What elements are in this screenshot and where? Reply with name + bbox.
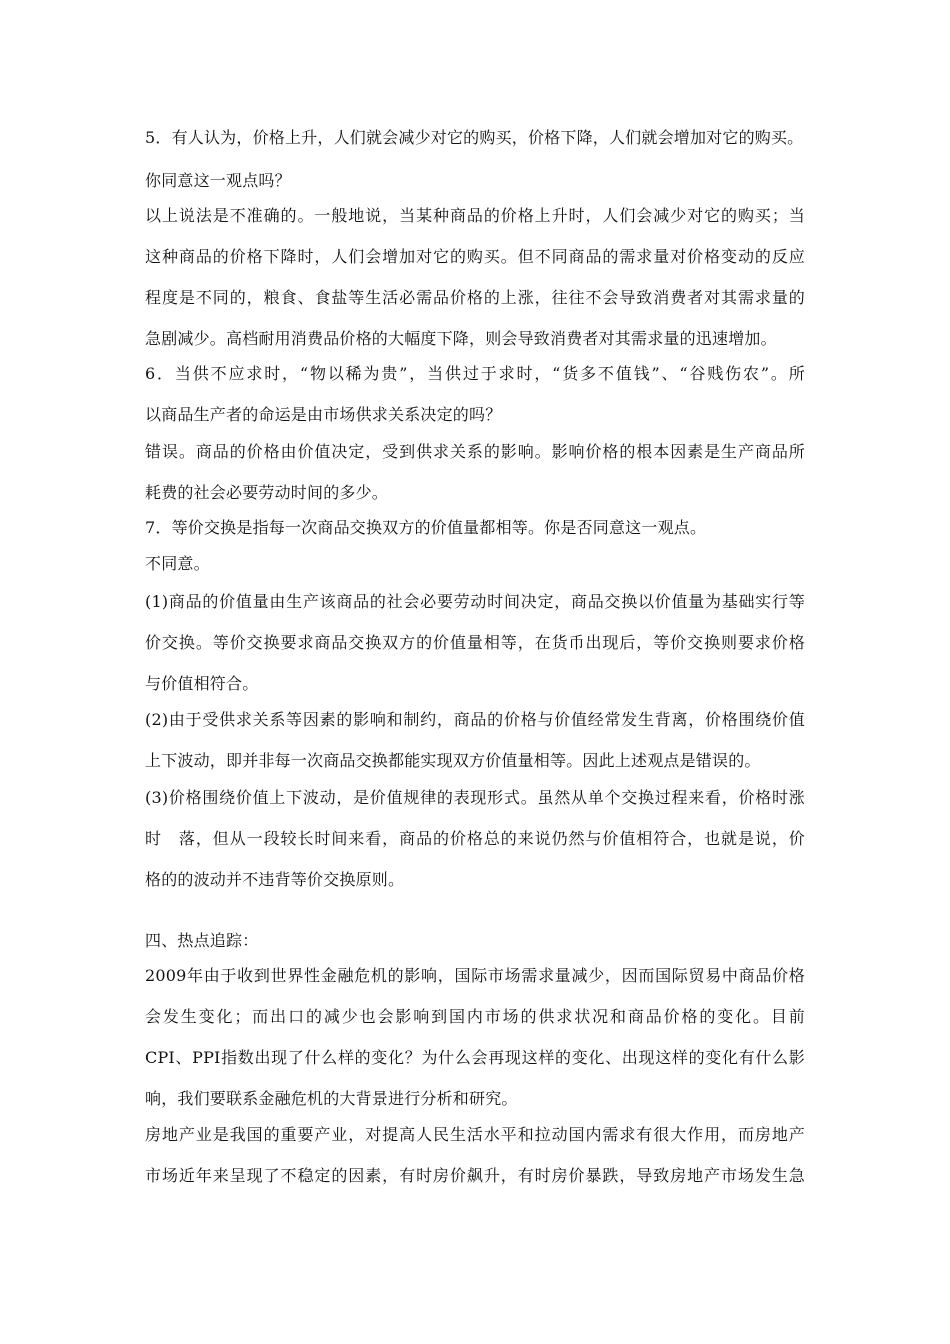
answer-7-point-2-line-2: 上下波动，即并非每一次商品交换都能实现双方价值量相等。因此上述观点是错误的。 bbox=[145, 751, 761, 770]
question-7: 7．等价交换是指每一次商品交换双方的价值量都相等。你是否同意这一观点。 bbox=[145, 518, 707, 537]
answer-7-point-1-line-2: 价交换。等价交换要求商品交换双方的价值量相等，在货币出现后，等价交换则要求价格 bbox=[145, 633, 805, 652]
hot-topic-2-line-2: 市场近年来呈现了不稳定的因素，有时房价飙升，有时房价暴跌，导致房地产市场发生急 bbox=[145, 1166, 805, 1185]
answer-6-line-1: 错误。商品的价格由价值决定，受到供求关系的影响。影响价格的根本因素是生产商品所 bbox=[145, 442, 805, 461]
hot-topic-1-line-3: CPI、PPI指数出现了什么样的变化？为什么会再现这样的变化、出现这样的变化有什么影 bbox=[145, 1048, 805, 1067]
answer-7-point-1-line-1: (1)商品的价值量由生产该商品的社会必要劳动时间决定，商品交换以价值量为基础实行等 bbox=[145, 592, 805, 611]
answer-6-line-2: 耗费的社会必要劳动时间的多少。 bbox=[145, 483, 389, 502]
hot-topic-1-line-4: 响，我们要联系金融危机的大背景进行分析和研究。 bbox=[145, 1089, 518, 1108]
answer-5-line-4: 急剧减少。高档耐用消费品价格的大幅度下降，则会导致消费者对其需求量的迅速增加。 bbox=[145, 329, 777, 348]
answer-5-line-3: 程度是不同的，粮食、食盐等生活必需品价格的上涨，往往不会导致消费者对其需求量的 bbox=[145, 288, 805, 307]
answer-7-intro: 不同意。 bbox=[145, 554, 210, 573]
hot-topic-1-line-1: 2009年由于收到世界性金融危机的影响，国际市场需求量减少，因而国际贸易中商品价格 bbox=[145, 966, 805, 985]
answer-7-point-3-line-1: (3)价格围绕价值上下波动，是价值规律的表现形式。虽然从单个交换过程来看，价格时涨 bbox=[145, 788, 805, 807]
answer-7-point-2-line-1: (2)由于受供求关系等因素的影响和制约，商品的价格与价值经常发生背离，价格围绕价值 bbox=[145, 710, 805, 729]
question-5-line-1: 5．有人认为，价格上升，人们就会减少对它的购买，价格下降，人们就会增加对它的购买。 bbox=[145, 128, 804, 147]
hot-topic-2-line-1: 房地产业是我国的重要产业，对提高人民生活水平和拉动国内需求有很大作用，而房地产 bbox=[145, 1125, 805, 1144]
question-6-line-1: 6．当供不应求时，“物以稀为贵”，当供过于求时，“货多不值钱”、“谷贱伤农”。所 bbox=[145, 364, 805, 383]
answer-5-line-1: 以上说法是不准确的。一般地说，当某种商品的价格上升时，人们会减少对它的购买；当 bbox=[145, 206, 805, 225]
answer-7-point-1-line-3: 与价值相符合。 bbox=[145, 674, 259, 693]
answer-7-point-3-line-3: 格的的波动并不违背等价交换原则。 bbox=[145, 870, 405, 889]
section-heading-hot-topics: 四、热点追踪： bbox=[145, 931, 259, 950]
question-6-line-2: 以商品生产者的命运是由市场供求关系决定的吗？ bbox=[145, 405, 502, 424]
answer-7-point-3-line-2: 时 落，但从一段较长时间来看，商品的价格总的来说仍然与价值相符合，也就是说，价 bbox=[145, 829, 805, 848]
hot-topic-1-line-2: 会发生变化；而出口的减少也会影响到国内市场的供求状况和商品价格的变化。目前 bbox=[145, 1007, 805, 1026]
answer-5-line-2: 这种商品的价格下降时，人们会增加对它的购买。但不同商品的需求量对价格变动的反应 bbox=[145, 247, 805, 266]
question-5-line-2: 你同意这一观点吗？ bbox=[145, 171, 291, 190]
